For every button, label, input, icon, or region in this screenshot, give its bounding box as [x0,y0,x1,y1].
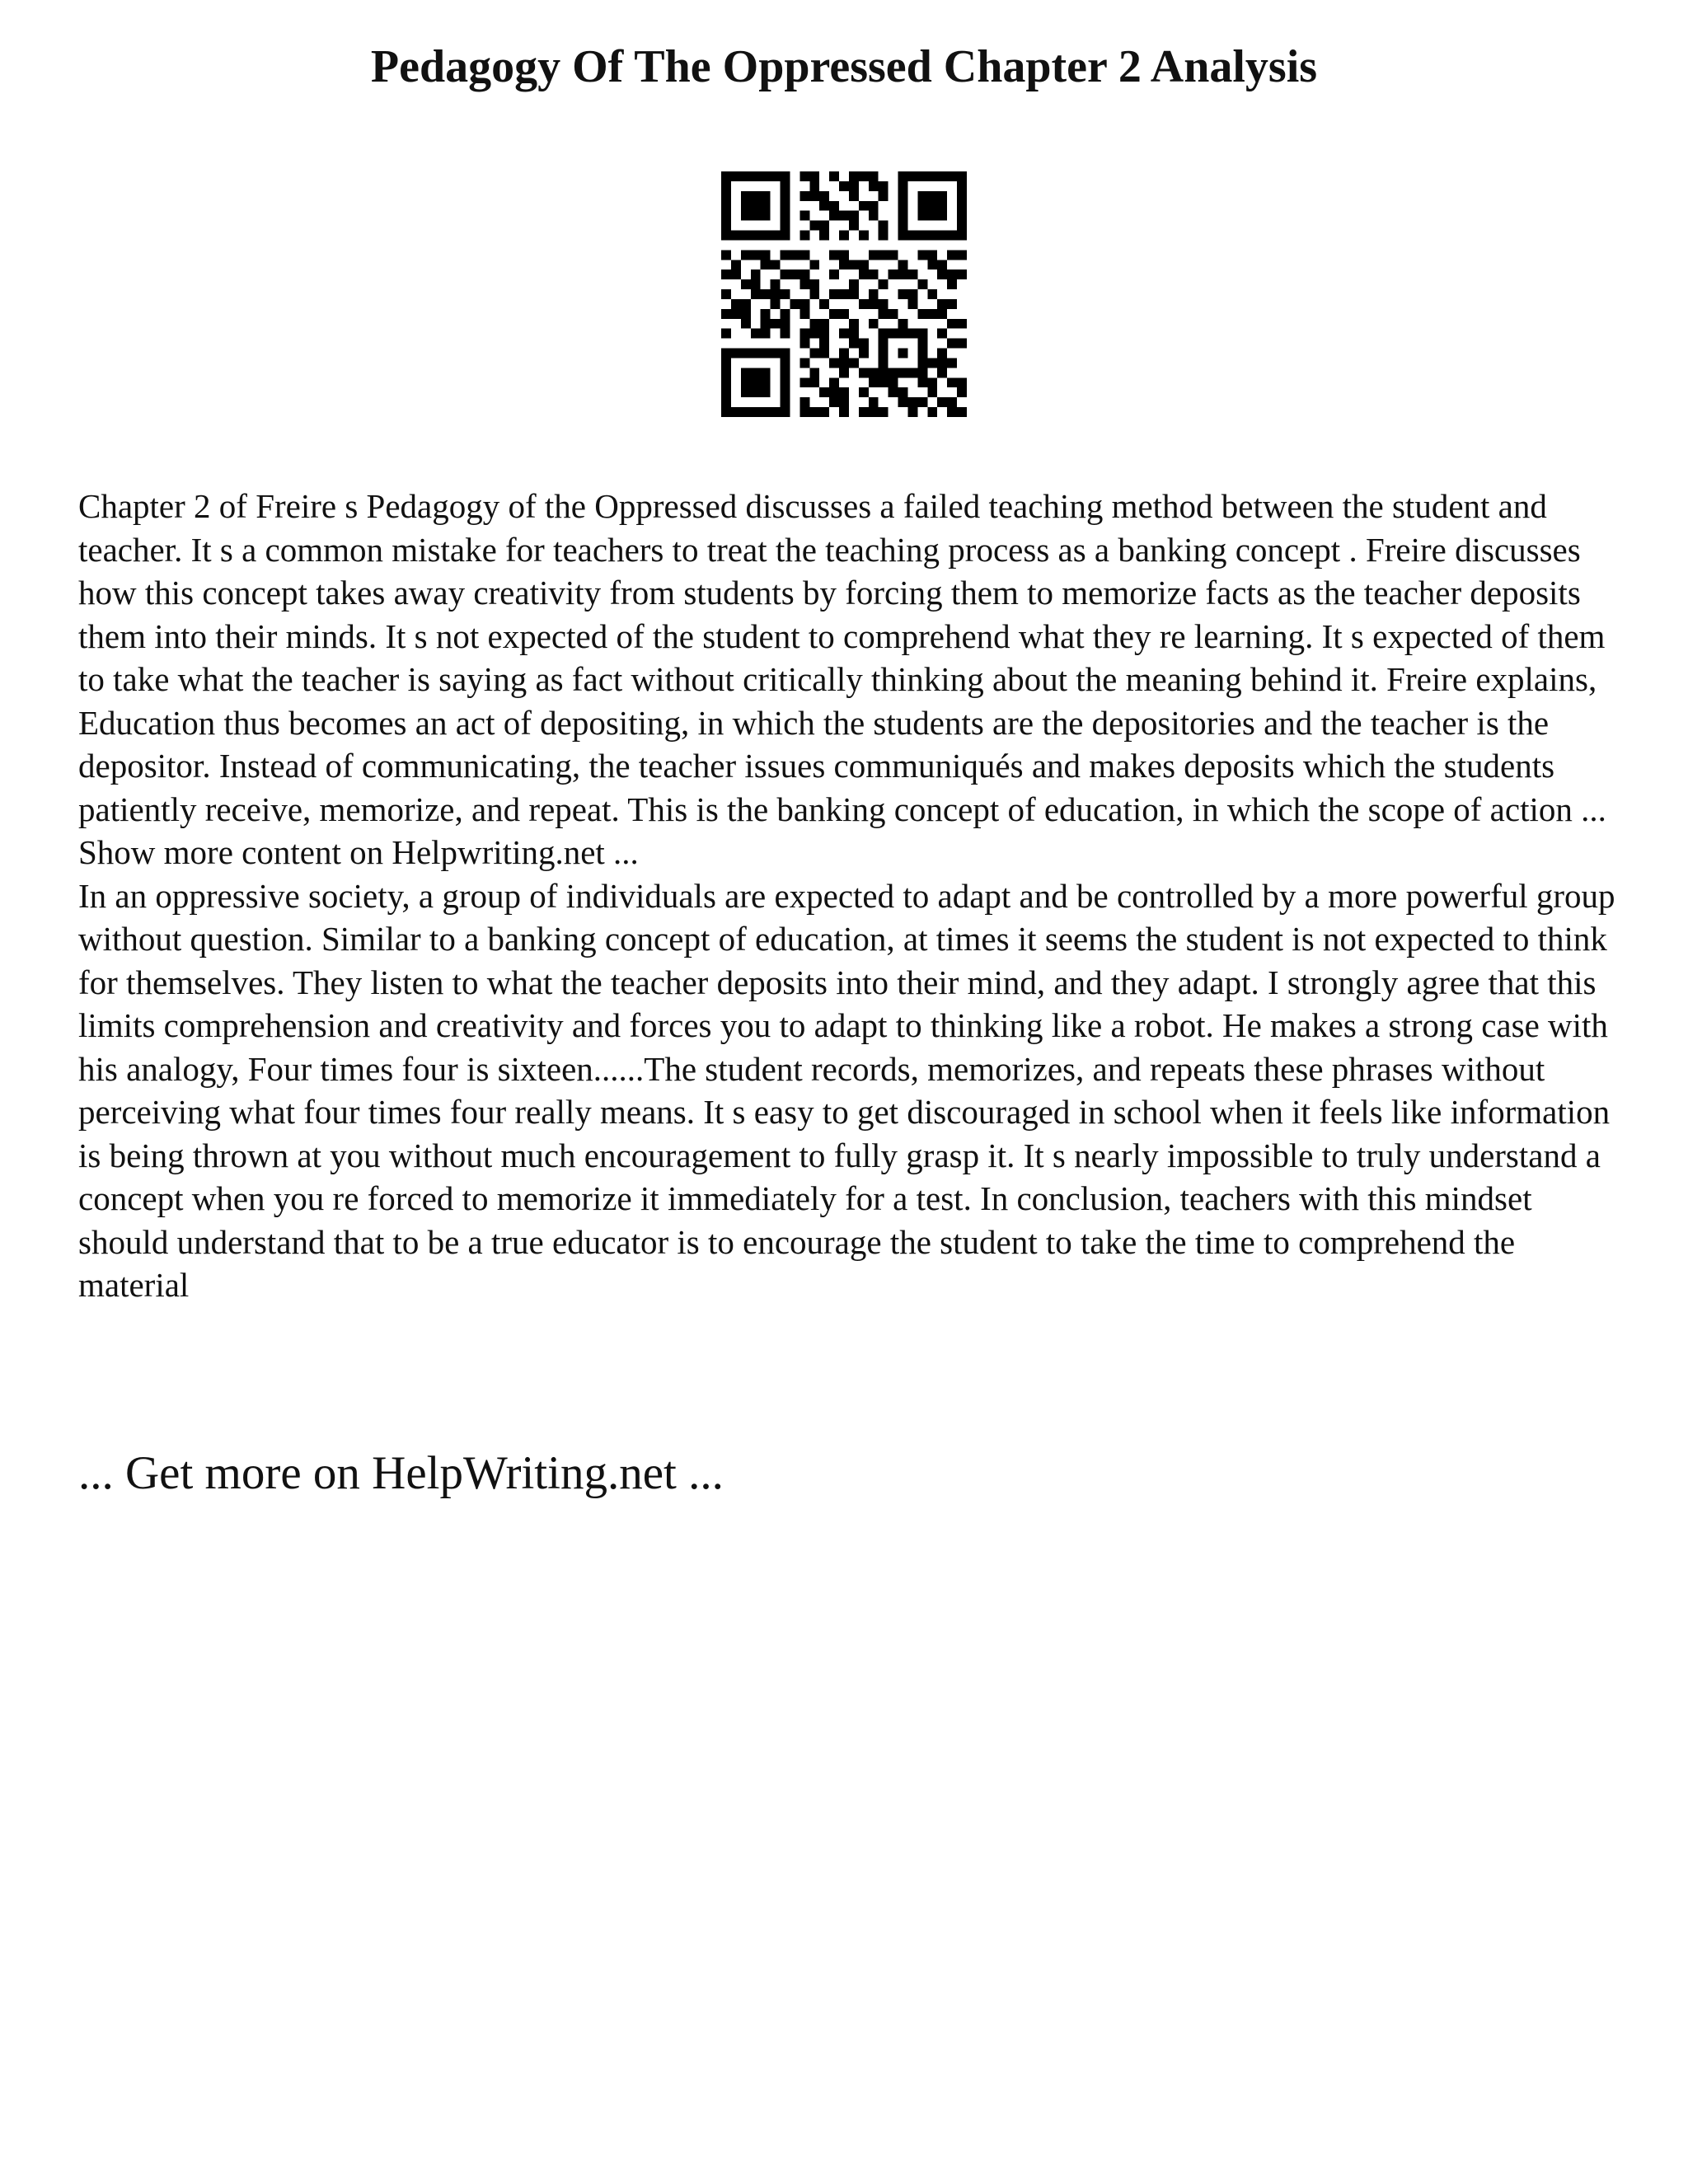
paragraph-1: Chapter 2 of Freire s Pedagogy of the Oppressed discusses a failed teaching method between the student and teacher. It s a common mistake for teachers to treat the teaching process as a banking concept . Freire discusses how this concept takes away creativity from students by forcing them to memorize facts as the teacher deposits them into their minds. It s not expected of the student to comprehend what they re learning. It s expected of them to take what the teacher is saying as fact without critically thinking about the meaning behind it. Freire explains, [78,487,1606,698]
qr-code-icon[interactable] [721,171,967,417]
qr-code-graphic [721,171,967,417]
page-title: Pedagogy Of The Oppressed Chapter 2 Analysis [370,41,1318,92]
paragraph-2-quote: Education thus becomes an act of depositing, in which the students are the depositories and the teacher is the depositor. Instead of communicating, the teacher issues communiqués and makes deposits which the students patiently receive, memorize, and repeat. This is the banking concept of education, in which the scope of action ... Show more content on Helpwriting.net ... [78,703,1606,871]
get-more-link[interactable]: ... Get more on HelpWriting.net ... [78,1447,724,1499]
article-body [78,485,1628,1307]
paragraph-3: In an oppressive society, a group of individuals are expected to adapt and be controlled by a more powerful group without question. Similar to a banking concept of education, at times it seems the student is not expected to think for themselves. They listen to what the teacher deposits into their mind, and they adapt. I strongly agree that this limits comprehension and creativity and forces you to adapt to thinking like a robot. He makes a strong case with his analogy, Four times four is sixteen......The student records, memorizes, and repeats these phrases without perceiving what four times four really means. It s easy to get discouraged in school when it feels like information is being thrown at you without much encouragement to fully grasp it. It s nearly impossible to truly understand a concept when you re forced to memorize it immediately for a test. In conclusion, teachers with this mindset should understand that to be a true educator is to encourage the student to take the time to comprehend the material [78,876,1615,1304]
